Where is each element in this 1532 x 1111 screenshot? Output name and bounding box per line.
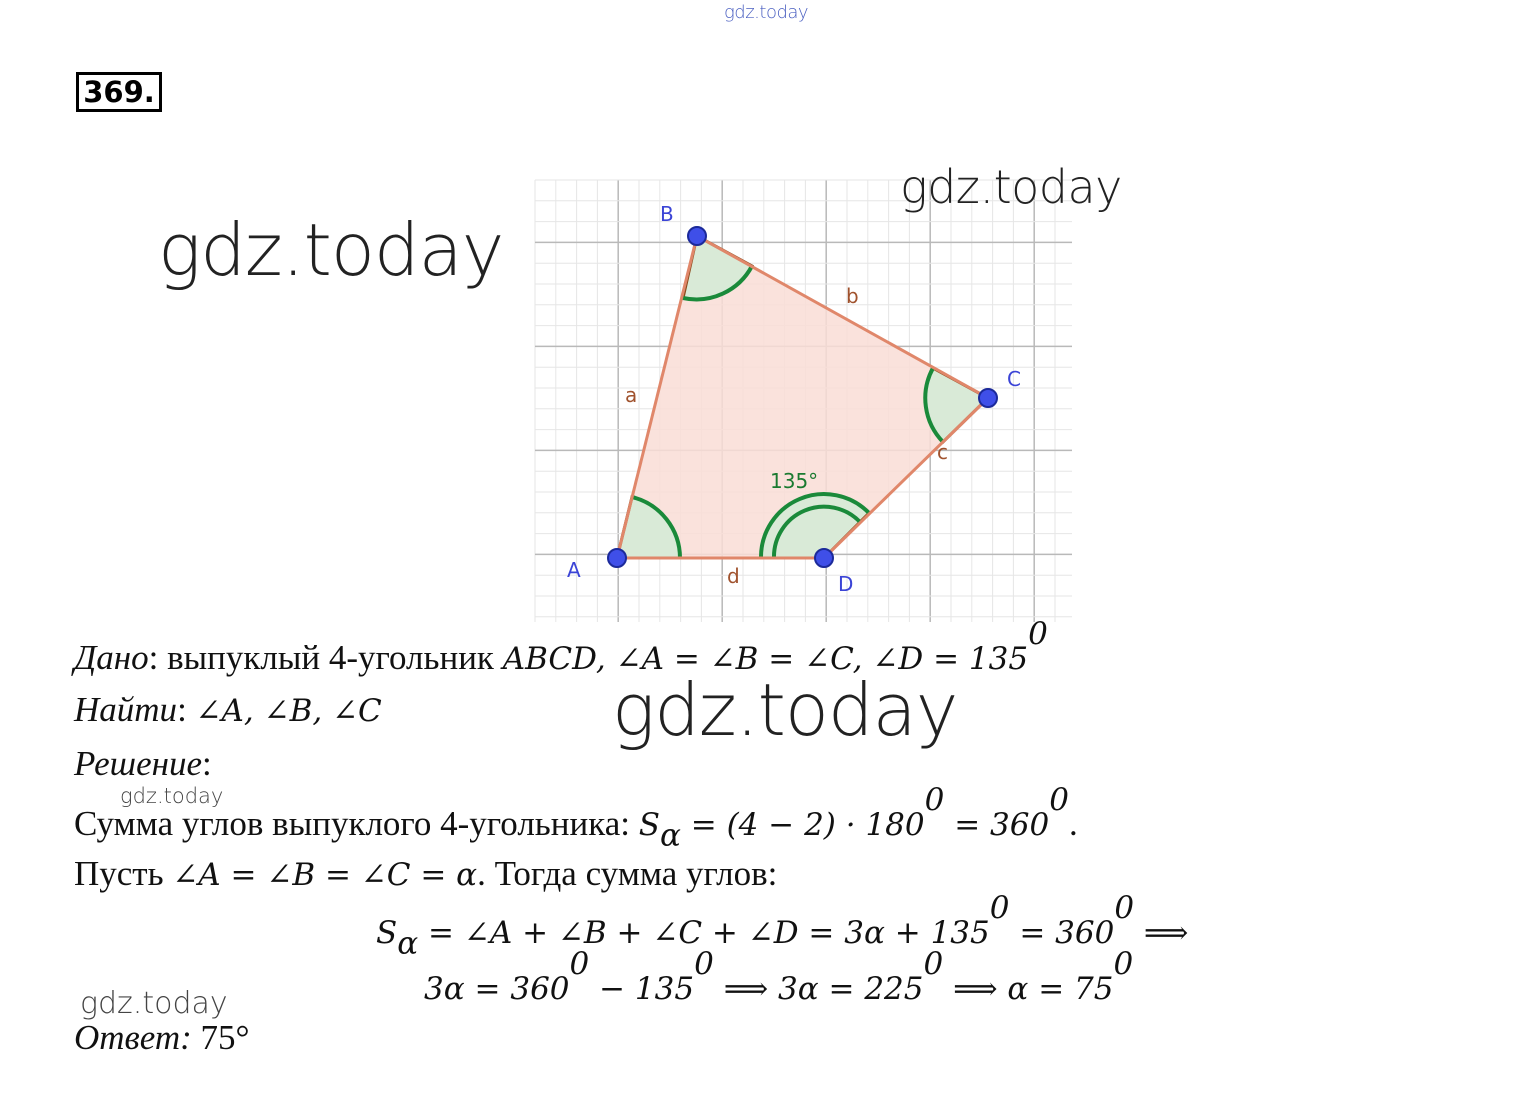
equation-2 — [424, 946, 1134, 1008]
eq1-degree-a: 0 — [989, 890, 1010, 926]
step1-end: . — [1068, 803, 1078, 843]
point-a — [608, 549, 626, 567]
eq2-part-4: ⟹ α = 75 — [943, 970, 1114, 1007]
eq1-sum-sub: α — [397, 925, 419, 962]
given-text: : выпуклый 4-угольник — [148, 637, 503, 677]
label-point-c: C — [1007, 367, 1021, 391]
step1-degree-a: 0 — [924, 782, 945, 818]
eq2-degree-1: 0 — [569, 946, 590, 982]
solution-text: : — [202, 744, 212, 783]
step1-sum-sub: α — [659, 817, 681, 854]
eq2-part-1: 3α = 360 — [424, 970, 570, 1007]
label-point-b: B — [660, 202, 674, 226]
eq1-math-a: = ∠A + ∠B + ∠C + ∠D = 3α + 135 — [418, 914, 990, 951]
eq2-part-3: ⟹ 3α = 225 — [713, 970, 924, 1007]
eq1-math-b: = 360 — [1009, 914, 1115, 951]
step2-math: ∠A = ∠B = ∠C = α — [172, 857, 478, 893]
watermark-right: gdz.today — [900, 160, 1122, 214]
point-b — [688, 227, 706, 245]
eq2-degree-4: 0 — [1113, 946, 1134, 982]
label-point-a: A — [567, 558, 581, 582]
eq1-sum-symbol: S — [376, 914, 398, 951]
given-degree: 0 — [1028, 616, 1048, 652]
equation-1 — [376, 890, 1189, 962]
answer-label: Ответ: — [74, 1018, 192, 1057]
label-angle-d: 135° — [770, 469, 819, 493]
watermark-small-2: gdz.today — [80, 986, 228, 1021]
step1-math-a: = (4 − 2) · 180 — [680, 806, 925, 843]
quadrilateral-figure — [530, 170, 1090, 625]
watermark-top: gdz.today — [724, 2, 809, 23]
label-side-b: b — [846, 284, 859, 308]
eq1-implies: ⟹ — [1134, 914, 1189, 951]
label-point-d: D — [838, 572, 854, 596]
solution-line — [74, 744, 212, 784]
given-math: ABCD, ∠A = ∠B = ∠C, ∠D = 135 — [502, 640, 1029, 677]
eq2-part-2: − 135 — [589, 970, 695, 1007]
find-text: : — [177, 690, 196, 729]
watermark-small-1: gdz.today — [120, 784, 224, 808]
step1-text: Сумма углов выпуклого 4-угольника: — [74, 803, 639, 843]
watermark-left: gdz.today — [158, 208, 504, 292]
step1-sum-symbol: S — [638, 806, 660, 843]
answer-line — [74, 1018, 250, 1058]
watermark-middle: gdz.today — [612, 668, 958, 752]
given-label: Дано — [74, 637, 149, 677]
label-side-a: a — [625, 383, 638, 407]
problem-number: 369. — [76, 72, 162, 112]
answer-value: 75° — [191, 1018, 250, 1057]
step1-math-b: = 360 — [944, 806, 1050, 843]
eq1-degree-b: 0 — [1114, 890, 1135, 926]
label-side-c: c — [937, 440, 948, 464]
find-label: Найти — [74, 690, 178, 729]
step1-degree-b: 0 — [1049, 782, 1069, 818]
point-c — [979, 389, 997, 407]
solution-label: Решение — [74, 744, 203, 783]
step2-text-a: Пусть — [74, 854, 173, 893]
step2-text-b: . Тогда сумма углов: — [477, 854, 778, 893]
label-side-d: d — [727, 564, 740, 588]
eq2-degree-3: 0 — [923, 946, 944, 982]
step2-line — [74, 854, 777, 894]
point-d — [815, 549, 833, 567]
eq2-degree-2: 0 — [694, 946, 714, 982]
find-math: ∠A, ∠B, ∠C — [195, 693, 382, 729]
find-line — [74, 690, 382, 730]
